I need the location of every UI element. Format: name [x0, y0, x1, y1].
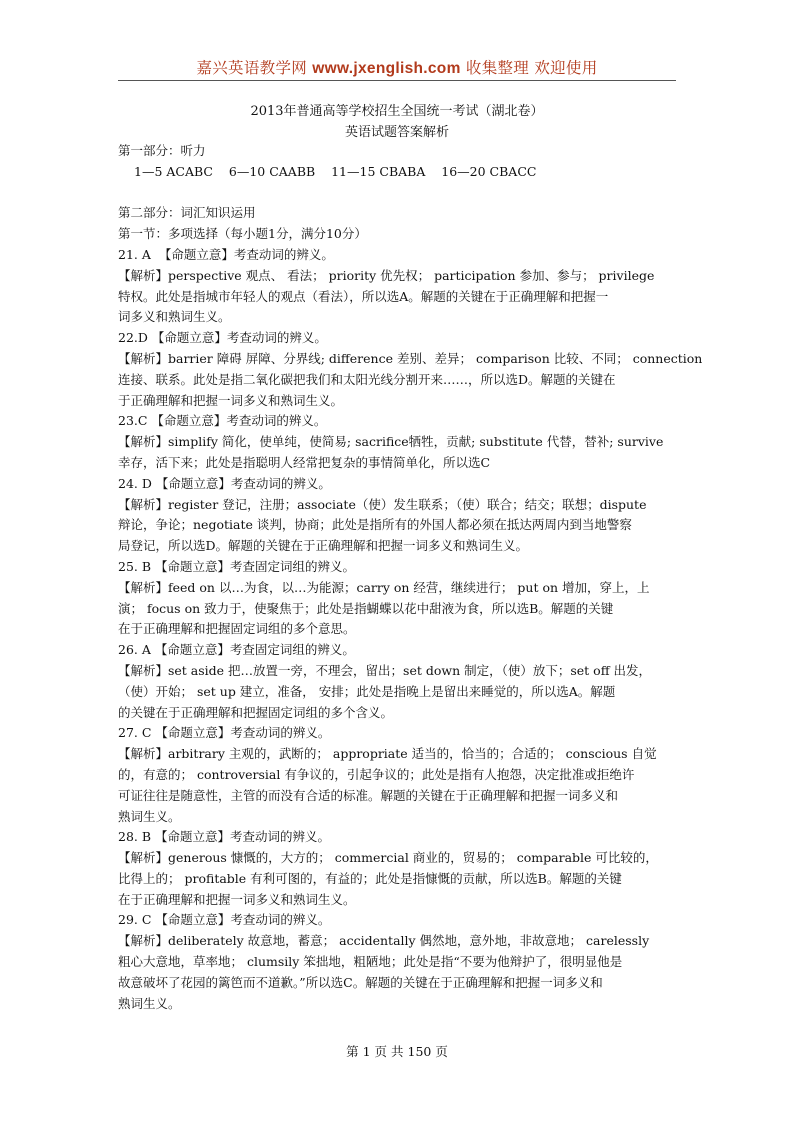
- text-line: 21. A 【命题立意】考查动词的辨义。: [118, 246, 334, 262]
- text-line: 27. C 【命题立意】考查动词的辨义。: [118, 725, 331, 741]
- site-header: [118, 56, 676, 78]
- text-line: 【解析】arbitrary 主观的，武断的； appropriate 适当的，恰当的；合适的； conscious 自觉: [118, 746, 657, 762]
- part2-heading: 第二部分：词汇知识运用: [118, 205, 256, 221]
- exam-subtitle: 英语试题答案解析: [344, 125, 449, 140]
- text-line: 演； focus on 致力于，使聚焦于；此处是指蝴蝶以花中甜液为食，所以选B。解题的关键: [118, 600, 614, 616]
- text-line: 【解析】register 登记，注册；associate（使）发生联系；（使）联合；结交；联想；dispute: [118, 496, 647, 512]
- text-line: 比得上的； profitable 有利可图的，有益的；此处是指慷慨的贡献，所以选B。解题的关键: [118, 870, 622, 886]
- text-line: 辩论，争论；negotiate 谈判，协商；此处是指所有的外国人都必须在抵达两周内到当地警察: [118, 517, 632, 533]
- site-name: 嘉兴英语教学网: [196, 59, 308, 77]
- explanation-lines: [118, 245, 703, 1014]
- listening-answers: 1—5 ACABC 6—10 CAABB 11—15 CBABA 16—20 CBACC: [134, 163, 537, 179]
- text-line: （使）开始； set up 建立，准备， 安排；此处是指晚上是留出来睡觉的，所以选A。解题: [118, 683, 616, 699]
- text-line: 【解析】perspective 观点、 看法； priority 优先权； participation 参加、参与； privilege: [118, 267, 655, 283]
- text-line: 25. B 【命题立意】考查固定词组的辨义。: [118, 558, 356, 574]
- text-line: 连接、联系。此处是指二氧化碳把我们和太阳光线分割开来……，所以选D。解题的关键在: [118, 371, 616, 387]
- exam-title: 2013年普通高等学校招生全国统一考试（湖北卷）: [250, 104, 544, 119]
- text-line: 在于正确理解和把握固定词组的多个意思。: [118, 621, 356, 637]
- header-divider: [118, 80, 676, 81]
- text-line: 的，有意的； controversial 有争议的，引起争议的；此处是指有人抱怨，决定批准或拒绝许: [118, 766, 635, 782]
- text-line: 29. C 【命题立意】考查动词的辨义。: [118, 912, 331, 928]
- text-line: 特权。此处是指城市年轻人的观点（看法），所以选A。解题的关键在于正确理解和把握一: [118, 288, 609, 304]
- text-line: 【解析】simplify 简化，使单纯，使简易; sacrifice牺牲，贡献; substitute 代替，替补; survive: [118, 434, 664, 450]
- text-line: 词多义和熟词生义。: [118, 309, 231, 325]
- text-line: 22.D 【命题立意】考查动词的辨义。: [118, 330, 327, 346]
- text-line: 在于正确理解和把握一词多义和熟词生义。: [118, 891, 356, 907]
- text-line: 局登记，所以选D。解题的关键在于正确理解和把握一词多义和熟词生义。: [118, 538, 529, 554]
- text-line: 【解析】barrier 障碍 屏障、分界线; difference 差别、差异； comparison 比较、不同； connection: [118, 350, 703, 366]
- text-line: 24. D 【命题立意】考查动词的辨义。: [118, 475, 331, 491]
- part1-heading: 第一部分：听力: [118, 143, 206, 158]
- text-line: 【解析】deliberately 故意地，蓄意； accidentally 偶然地，意外地，非故意地； carelessly: [118, 933, 650, 949]
- blank-line: [118, 183, 688, 204]
- text-line: 可证往往是随意性，主管的而没有合适的标准。解题的关键在于正确理解和把握一词多义和: [118, 787, 619, 803]
- site-slogan: 收集整理 欢迎使用: [465, 59, 598, 77]
- text-line: 熟词生义。: [118, 995, 181, 1011]
- text-line: 28. B 【命题立意】考查动词的辨义。: [118, 829, 331, 845]
- text-line: 26. A 【命题立意】考查固定词组的辨义。: [118, 642, 355, 658]
- text-line: 熟词生义。: [118, 808, 181, 824]
- text-line: 23.C 【命题立意】考查动词的辨义。: [118, 413, 327, 429]
- text-line: 【解析】set aside 把…放置一旁，不理会，留出；set down 制定，（使）放下；set off 出发，: [118, 662, 652, 678]
- text-line: 【解析】feed on 以…为食，以…为能源；carry on 经营，继续进行； put on 增加，穿上，上: [118, 579, 650, 595]
- document-body: [118, 141, 703, 1014]
- text-line: 幸存，活下来；此处是指聪明人经常把复杂的事情简单化，所以选C: [118, 454, 491, 470]
- text-line: 的关键在于正确理解和把握固定词组的多个含义。: [118, 704, 394, 720]
- text-line: 粗心大意地，草率地； clumsily 笨拙地，粗陋地；此处是指“不要为他辩护了，很明显他是: [118, 954, 623, 970]
- site-url[interactable]: www.jxenglish.com: [312, 60, 461, 77]
- text-line: 于正确理解和把握一词多义和熟词生义。: [118, 392, 344, 408]
- page-footer: 第 1 页 共 150 页: [346, 1044, 448, 1059]
- section1-heading: 第一节：多项选择（每小题1分，满分10分）: [118, 226, 367, 242]
- text-line: 【解析】generous 慷慨的，大方的； commercial 商业的，贸易的； comparable 可比较的，: [118, 850, 658, 866]
- text-line: 故意破坏了花园的篱笆而不道歉。”所以选C。解题的关键在于正确理解和把握一词多义和: [118, 974, 603, 990]
